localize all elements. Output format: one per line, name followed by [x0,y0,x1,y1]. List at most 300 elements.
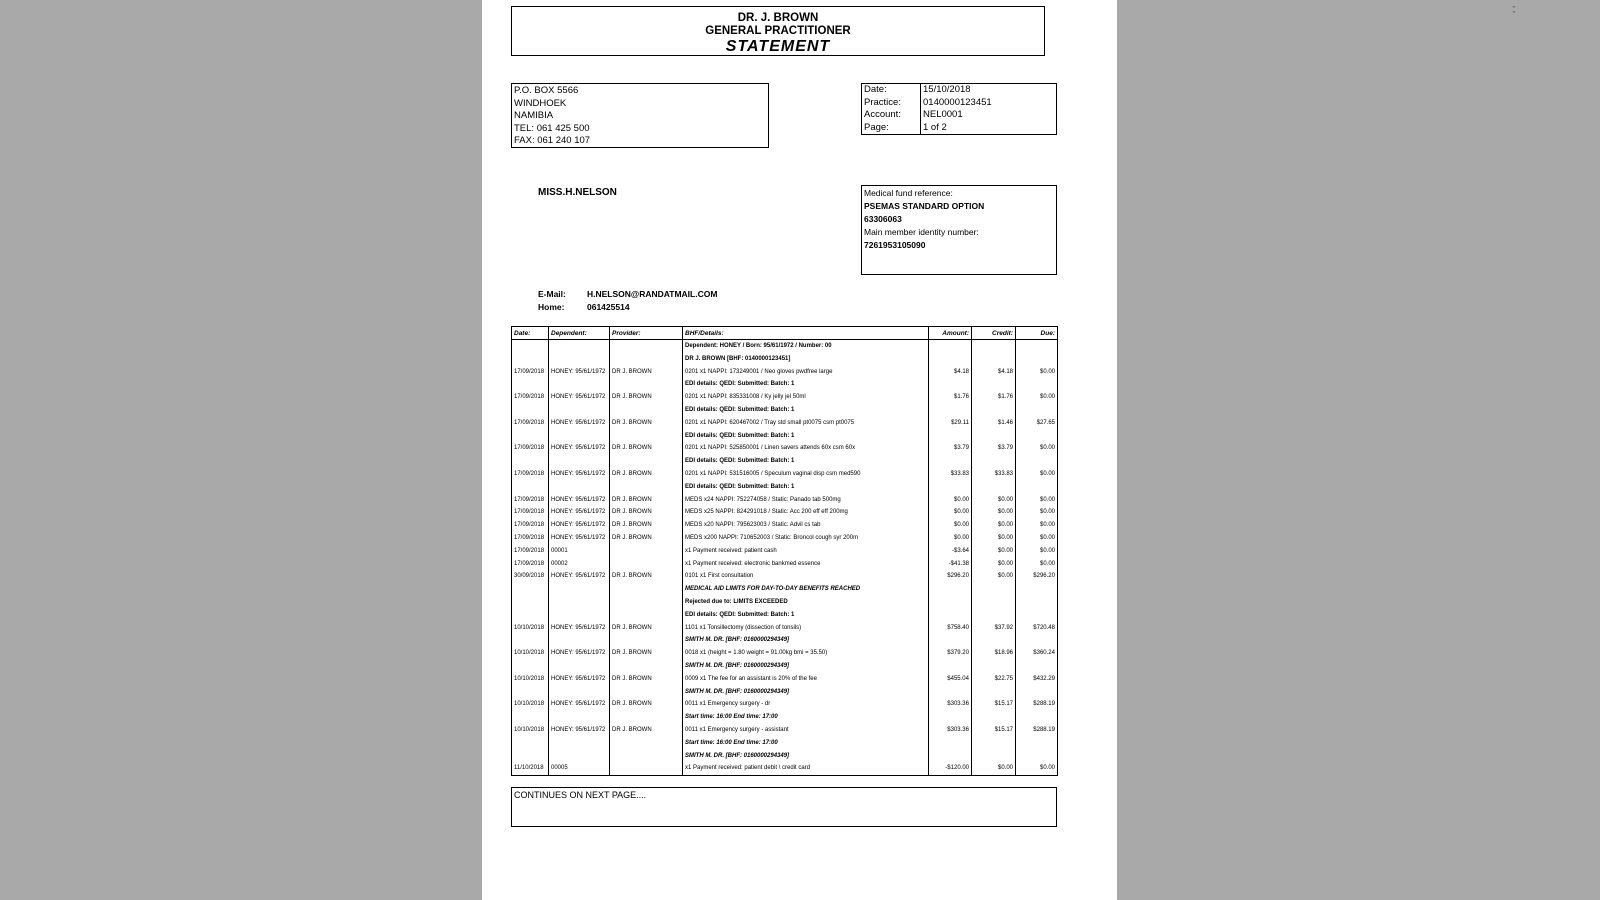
cell-provider: DR J. BROWN [610,442,683,455]
cell-credit: $22.75 [972,673,1016,686]
cell-provider: DR J. BROWN [610,570,683,583]
cell-details: MEDICAL AID LIMITS FOR DAY-TO-DAY BENEFITS REACHED [683,583,929,596]
cell-amount: $0.00 [929,519,972,532]
cell-credit: $18.96 [972,647,1016,660]
cell-amount [929,737,972,750]
cell-provider [610,750,683,763]
info-practice-label: Practice: [862,97,921,110]
cell-provider: DR J. BROWN [610,647,683,660]
cell-amount: $379.20 [929,647,972,660]
fund-ref-label: Medical fund reference: [864,188,953,198]
cell-details: 1101 x1 Tonsillectomy (dissection of tonsils) [683,622,929,635]
table-row [512,686,1058,699]
practice-address [511,83,769,148]
email-value: H.NELSON@RANDATMAIL.COM [587,289,718,299]
cell-due [1016,481,1058,494]
cell-dependent: HONEY: 95/61/1972 [549,570,610,583]
cell-dependent: 00005 [549,762,610,775]
cell-provider [610,558,683,571]
cell-details: Start time: 16:00 End time: 17:00 [683,737,929,750]
cell-date [512,634,549,647]
cell-amount [929,660,972,673]
cell-due: $0.00 [1016,468,1058,481]
cell-amount [929,455,972,468]
cell-date [512,455,549,468]
cell-credit: $4.18 [972,366,1016,379]
col-date-header: Date: [512,327,549,340]
cell-due: $0.00 [1016,558,1058,571]
table-row [512,673,1058,686]
table-header-row [512,327,1058,340]
table-row [512,609,1058,622]
cell-credit: $0.00 [972,519,1016,532]
cell-credit [972,750,1016,763]
cell-amount: $303.36 [929,698,972,711]
cell-credit [972,455,1016,468]
continuation-text: CONTINUES ON NEXT PAGE.... [514,790,647,800]
cell-dependent [549,378,610,391]
cell-date: 17/09/2018 [512,506,549,519]
cell-details: 0201 x1 NAPPI: 620467002 / Tray std small pt0075 csm pt0075 [683,417,929,430]
cell-details: EDI details: QEDI: Submitted: Batch: 1 [683,430,929,443]
cell-provider [610,455,683,468]
cell-credit: $3.79 [972,442,1016,455]
cell-date: 17/09/2018 [512,545,549,558]
cell-date: 17/09/2018 [512,468,549,481]
fund-number: 63306063 [864,214,902,224]
cell-due: $0.00 [1016,532,1058,545]
cell-amount [929,596,972,609]
info-page-label: Page: [862,122,921,135]
cell-dependent [549,455,610,468]
cell-credit [972,340,1016,353]
table-row [512,532,1058,545]
statement-table [511,326,1058,776]
info-account-value: NEL0001 [923,109,963,121]
cell-date [512,660,549,673]
cell-details: SMITH M. DR. [BHF: 0160000294349] [683,750,929,763]
table-row [512,762,1058,775]
info-page-row [862,122,1056,135]
cell-date: 10/10/2018 [512,698,549,711]
table-row [512,468,1058,481]
fund-plan: PSEMAS STANDARD OPTION [864,201,985,211]
cell-date: 17/09/2018 [512,532,549,545]
cell-provider [610,545,683,558]
cell-provider [610,737,683,750]
cell-dependent: HONEY: 95/61/1972 [549,673,610,686]
address-line: NAMIBIA [514,110,554,122]
cell-provider: DR J. BROWN [610,494,683,507]
cell-date [512,583,549,596]
cell-due [1016,711,1058,724]
cell-amount: $29.11 [929,417,972,430]
cell-amount [929,378,972,391]
cell-dependent: 00002 [549,558,610,571]
cell-dependent [549,430,610,443]
table-row [512,698,1058,711]
table-row [512,558,1058,571]
cell-date [512,737,549,750]
info-account-row [862,109,1056,122]
cell-dependent [549,750,610,763]
cell-date: 10/10/2018 [512,647,549,660]
cell-amount: $0.00 [929,532,972,545]
cell-details: 0011 x1 Emergency surgery - dr [683,698,929,711]
cell-credit [972,481,1016,494]
cell-provider: DR J. BROWN [610,417,683,430]
table-row [512,340,1058,353]
cell-provider [610,711,683,724]
cell-provider [610,686,683,699]
cell-due [1016,404,1058,417]
cell-date [512,404,549,417]
table-row [512,391,1058,404]
home-label: Home: [538,301,565,312]
cell-dependent [549,596,610,609]
cell-credit [972,609,1016,622]
cell-amount: $4.18 [929,366,972,379]
cell-date: 17/09/2018 [512,519,549,532]
cell-due [1016,609,1058,622]
cell-details: SMITH M. DR. [BHF: 0160000294349] [683,686,929,699]
cell-credit: $37.92 [972,622,1016,635]
cell-details: 0018 x1 (height = 1.80 weight = 91.00kg bmi = 35.50) [683,647,929,660]
cell-credit [972,378,1016,391]
cell-credit: $0.00 [972,506,1016,519]
continuation-box [511,787,1057,827]
cell-dependent [549,711,610,724]
cell-details: x1 Payment received: patient cash [683,545,929,558]
cell-amount [929,481,972,494]
table-row [512,481,1058,494]
info-account-label: Account: [862,109,921,122]
cell-due [1016,596,1058,609]
cell-credit: $0.00 [972,494,1016,507]
cell-credit: $0.00 [972,762,1016,775]
table-row [512,430,1058,443]
cell-due: $0.00 [1016,519,1058,532]
table-row [512,353,1058,366]
cell-dependent: HONEY: 95/61/1972 [549,698,610,711]
cell-provider: DR J. BROWN [610,468,683,481]
cell-date: 10/10/2018 [512,673,549,686]
cell-amount: -$41.38 [929,558,972,571]
cell-credit [972,660,1016,673]
cell-credit [972,430,1016,443]
cell-dependent: HONEY: 95/61/1972 [549,506,610,519]
cell-due [1016,686,1058,699]
cell-due: $0.00 [1016,442,1058,455]
cell-dependent [549,737,610,750]
cell-due [1016,583,1058,596]
address-line: WINDHOEK [514,97,567,109]
cell-credit: $15.17 [972,698,1016,711]
cell-details: EDI details: QEDI: Submitted: Batch: 1 [683,609,929,622]
cell-credit [972,583,1016,596]
cell-amount: $303.36 [929,724,972,737]
corner-mark-icon: ▪▪ ▪▪ [1512,4,1516,14]
table-row [512,583,1058,596]
cell-credit [972,404,1016,417]
cell-provider [610,481,683,494]
cell-credit: $0.00 [972,570,1016,583]
cell-due [1016,340,1058,353]
cell-dependent [549,340,610,353]
cell-date: 30/09/2018 [512,570,549,583]
cell-due: $288.19 [1016,698,1058,711]
cell-dependent [549,634,610,647]
cell-amount: $1.76 [929,391,972,404]
info-date-row [862,84,1056,97]
cell-provider [610,404,683,417]
cell-amount [929,430,972,443]
cell-amount: $3.79 [929,442,972,455]
cell-date [512,353,549,366]
cell-due: $288.19 [1016,724,1058,737]
cell-dependent: HONEY: 95/61/1972 [549,647,610,660]
cell-details: MEDS x25 NAPPI: 824291018 / Static: Acc 200 eff eff 200mg [683,506,929,519]
cell-dependent: HONEY: 95/61/1972 [549,494,610,507]
cell-amount [929,609,972,622]
cell-credit: $0.00 [972,532,1016,545]
member-id-label: Main member identity number: [864,227,979,237]
cell-due [1016,378,1058,391]
cell-provider [610,353,683,366]
table-row [512,506,1058,519]
cell-provider [610,609,683,622]
cell-details: 0009 x1 The fee for an assistant is 20% of the fee [683,673,929,686]
info-page-value: 1 of 2 [923,121,947,133]
cell-amount: $455.04 [929,673,972,686]
table-row [512,455,1058,468]
cell-due: $432.29 [1016,673,1058,686]
cell-credit [972,737,1016,750]
col-due-header: Due: [1016,327,1058,340]
cell-details: MEDS x200 NAPPI: 710652003 / Static: Broncol cough syr 200m [683,532,929,545]
table-row [512,724,1058,737]
cell-dependent [549,660,610,673]
cell-details: MEDS x24 NAPPI: 752274058 / Static: Panado tab 500mg [683,494,929,507]
cell-amount: $296.20 [929,570,972,583]
table-row [512,417,1058,430]
table-row [512,442,1058,455]
cell-details: 0201 x1 NAPPI: 835331008 / Ky jelly jel 50ml [683,391,929,404]
cell-provider: DR J. BROWN [610,506,683,519]
cell-details: Start time: 16:00 End time: 17:00 [683,711,929,724]
document-title: STATEMENT [725,38,831,55]
cell-amount [929,686,972,699]
cell-provider [610,340,683,353]
cell-provider: DR J. BROWN [610,622,683,635]
cell-provider: DR J. BROWN [610,673,683,686]
address-tel: TEL: 061 425 500 [514,122,590,134]
table-row [512,647,1058,660]
table-row [512,660,1058,673]
table-row [512,634,1058,647]
cell-provider: DR J. BROWN [610,366,683,379]
cell-date: 17/09/2018 [512,417,549,430]
email-label: E-Mail: [538,289,566,299]
cell-date: 10/10/2018 [512,622,549,635]
cell-details: Dependent: HONEY / Born: 95/61/1972 / Number: 00 [683,340,929,353]
cell-due: $0.00 [1016,366,1058,379]
cell-amount [929,404,972,417]
cell-due [1016,430,1058,443]
cell-details: EDI details: QEDI: Submitted: Batch: 1 [683,378,929,391]
info-date-label: Date: [862,84,921,97]
patient-name: MISS.H.NELSON [538,187,617,198]
cell-dependent [549,481,610,494]
cell-amount [929,583,972,596]
cell-details: x1 Payment received: electronic bankmed essence [683,558,929,571]
cell-amount: -$3.64 [929,545,972,558]
cell-provider [610,762,683,775]
table-row [512,750,1058,763]
cell-due [1016,353,1058,366]
cell-date [512,430,549,443]
table-row [512,737,1058,750]
cell-due [1016,455,1058,468]
address-line: P.O. BOX 5566 [514,85,579,96]
cell-date [512,750,549,763]
doctor-name: DR. J. BROWN [737,12,819,24]
info-practice-row [862,97,1056,110]
patient-contact [538,288,717,313]
cell-due [1016,737,1058,750]
statement-table-body [512,340,1058,776]
cell-amount [929,340,972,353]
cell-amount: $758.40 [929,622,972,635]
cell-amount: $0.00 [929,506,972,519]
table-row [512,366,1058,379]
cell-due: $0.00 [1016,391,1058,404]
table-row [512,711,1058,724]
cell-provider [610,430,683,443]
cell-provider: DR J. BROWN [610,532,683,545]
table-row [512,545,1058,558]
cell-provider: DR J. BROWN [610,519,683,532]
cell-dependent: HONEY: 95/61/1972 [549,622,610,635]
cell-details: 0011 x1 Emergency surgery - assistant [683,724,929,737]
cell-date [512,686,549,699]
info-date-value: 15/10/2018 [923,84,971,95]
cell-details: Rejected due to: LIMITS EXCEEDED [683,596,929,609]
cell-details: 0201 x1 NAPPI: 525850001 / Linen savers attends 60x csm 60x [683,442,929,455]
cell-date [512,711,549,724]
cell-provider [610,583,683,596]
cell-credit: $1.76 [972,391,1016,404]
col-provider-header: Provider: [610,327,683,340]
cell-due: $0.00 [1016,762,1058,775]
col-credit-header: Credit: [972,327,1016,340]
cell-date [512,609,549,622]
cell-dependent: 00001 [549,545,610,558]
cell-provider [610,634,683,647]
table-row [512,570,1058,583]
cell-date [512,596,549,609]
table-row [512,378,1058,391]
home-row [538,301,717,314]
cell-details: DR J. BROWN [BHF: 0140000123451] [683,353,929,366]
cell-credit [972,711,1016,724]
info-practice-value: 0140000123451 [923,96,992,108]
cell-credit: $15.17 [972,724,1016,737]
cell-details: 0201 x1 NAPPI: 173249001 / Neo gloves pwdfree large [683,366,929,379]
cell-details: EDI details: QEDI: Submitted: Batch: 1 [683,404,929,417]
table-row [512,596,1058,609]
col-dependent-header: Dependent: [549,327,610,340]
cell-dependent: HONEY: 95/61/1972 [549,442,610,455]
cell-provider: DR J. BROWN [610,391,683,404]
cell-dependent [549,686,610,699]
cell-credit [972,596,1016,609]
cell-due: $0.00 [1016,506,1058,519]
cell-amount [929,750,972,763]
member-id: 7261953105090 [864,240,926,250]
cell-due: $360.24 [1016,647,1058,660]
cell-amount [929,711,972,724]
cell-dependent: HONEY: 95/61/1972 [549,468,610,481]
cell-date: 17/09/2018 [512,558,549,571]
cell-dependent [549,583,610,596]
cell-date [512,481,549,494]
cell-amount: -$120.00 [929,762,972,775]
table-row [512,519,1058,532]
cell-dependent: HONEY: 95/61/1972 [549,532,610,545]
cell-due: $720.48 [1016,622,1058,635]
cell-details: SMITH M. DR. [BHF: 0160000294349] [683,634,929,647]
cell-details: EDI details: QEDI: Submitted: Batch: 1 [683,481,929,494]
cell-amount [929,353,972,366]
cell-credit: $0.00 [972,545,1016,558]
medical-fund-box [861,185,1057,275]
cell-details: MEDS x20 NAPPI: 795623003 / Static: Advil cs tab [683,519,929,532]
cell-dependent [549,609,610,622]
cell-credit: $33.83 [972,468,1016,481]
col-amount-header: Amount: [929,327,972,340]
cell-amount: $33.83 [929,468,972,481]
cell-credit: $0.00 [972,558,1016,571]
cell-date: 17/09/2018 [512,366,549,379]
cell-due: $0.00 [1016,545,1058,558]
cell-due: $296.20 [1016,570,1058,583]
email-row [538,288,717,301]
col-details-header: BHF/Details: [683,327,929,340]
cell-date: 17/09/2018 [512,391,549,404]
cell-credit [972,634,1016,647]
cell-due [1016,750,1058,763]
doctor-title: GENERAL PRACTITIONER [705,25,851,37]
table-row [512,622,1058,635]
cell-details: x1 Payment received: patient debit \ credit card [683,762,929,775]
cell-date: 17/09/2018 [512,494,549,507]
cell-details: 0201 x1 NAPPI: 531516005 / Speculum vaginal disp csm med590 [683,468,929,481]
cell-amount: $0.00 [929,494,972,507]
cell-dependent: HONEY: 95/61/1972 [549,366,610,379]
cell-credit [972,353,1016,366]
home-value: 061425514 [587,301,630,312]
address-fax: FAX: 061 240 107 [514,135,591,147]
cell-dependent: HONEY: 95/61/1972 [549,417,610,430]
cell-date [512,378,549,391]
cell-date: 11/10/2018 [512,762,549,775]
cell-details: 0101 x1 First consultation [683,570,929,583]
cell-dependent: HONEY: 95/61/1972 [549,519,610,532]
cell-provider: DR J. BROWN [610,724,683,737]
cell-due [1016,660,1058,673]
table-row [512,404,1058,417]
